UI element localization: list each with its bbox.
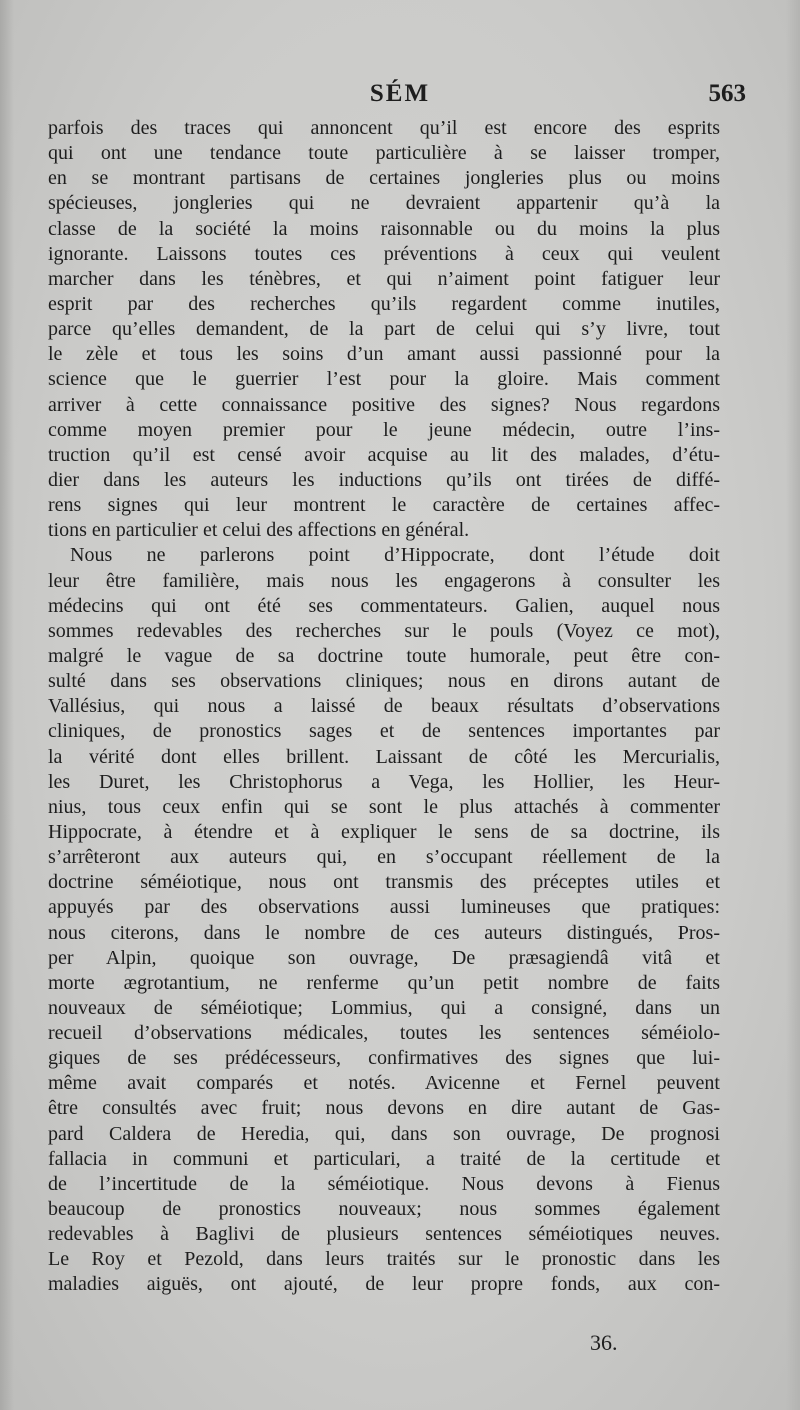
text-line: en se montrant partisans de certaines jongleries plus ou moins xyxy=(48,167,720,190)
page-right-edge-shadow xyxy=(786,0,800,1410)
text-line: arriver à cette connaissance positive des signes? Nous regardons xyxy=(48,393,720,416)
text-line: le zèle et tous les soins d’un amant aussi passionné pour la xyxy=(48,343,720,366)
page-left-edge-shadow xyxy=(0,0,14,1410)
text-line: classe de la société la moins raisonnable ou du moins la plus xyxy=(48,217,720,240)
text-line: dier dans les auteurs les inductions qu’ils ont tirées de diffé- xyxy=(48,468,720,491)
text-line: spécieuses, jongleries qui ne devraient appartenir qu’à la xyxy=(48,192,720,215)
text-line: doctrine séméiotique, nous ont transmis des préceptes utiles et xyxy=(48,871,720,894)
text-line: maladies aiguës, ont ajouté, de leur propre fonds, aux con- xyxy=(48,1273,720,1296)
text-line: marcher dans les ténèbres, et qui n’aiment point fatiguer leur xyxy=(48,267,720,290)
signature-mark: 36. xyxy=(590,1330,618,1355)
text-line: nous citerons, dans le nombre de ces auteurs distingués, Pros- xyxy=(48,921,720,944)
text-line: sommes redevables des recherches sur le pouls (Voyez ce mot), xyxy=(48,619,720,642)
text-line: Vallésius, qui nous a laissé de beaux résultats d’observations xyxy=(48,695,720,718)
text-line: pard Caldera de Heredia, qui, dans son ouvrage, De prognosi xyxy=(48,1122,720,1145)
text-line: qui ont une tendance toute particulière à se laisser tromper, xyxy=(48,142,720,165)
text-line: recueil d’observations médicales, toutes les sentences séméiolo- xyxy=(48,1022,720,1045)
text-line: cliniques, de pronostics sages et de sentences importantes par xyxy=(48,720,720,743)
text-line: appuyés par des observations aussi lumineuses que pratiques: xyxy=(48,896,720,919)
text-line: même avait comparés et notés. Avicenne et Fernel peuvent xyxy=(48,1072,720,1095)
text-line: parfois des traces qui annoncent qu’il est encore des esprits xyxy=(48,117,720,139)
text-line: science que le guerrier l’est pour la gloire. Mais comment xyxy=(48,368,720,391)
text-line: comme moyen premier pour le jeune médecin, outre l’ins- xyxy=(48,418,720,441)
text-line: rens signes qui leur montrent le caractère de certaines affec- xyxy=(48,494,720,517)
text-line: redevables à Baglivi de plusieurs sentences séméiotiques neuves. xyxy=(48,1223,720,1246)
text-line: per Alpin, quoique son ouvrage, De præsagiendâ vitâ et xyxy=(48,946,720,969)
text-line: morte ægrotantium, ne renferme qu’un petit nombre de faits xyxy=(48,971,720,994)
text-line: Nous ne parlerons point d’Hippocrate, dont l’étude doit xyxy=(70,544,720,567)
text-line: nouveaux de séméiotique; Lommius, qui a consigné, dans un xyxy=(48,996,720,1019)
text-line: la vérité dont elles brillent. Laissant de côté les Mercurialis, xyxy=(48,745,720,768)
text-line: malgré le vague de sa doctrine toute humorale, peut être con- xyxy=(48,644,720,667)
text-line: être consultés avec fruit; nous devons en dire autant de Gas- xyxy=(48,1097,720,1120)
text-line: Hippocrate, à étendre et à expliquer le sens de sa doctrine, ils xyxy=(48,820,720,843)
text-line: truction qu’il est censé avoir acquise au lit des malades, d’étu- xyxy=(48,443,720,466)
text-line: giques de ses prédécesseurs, confirmatives des signes que lui- xyxy=(48,1047,720,1070)
text-line: médecins qui ont été ses commentateurs. Galien, auquel nous xyxy=(48,594,720,617)
text-line: fallacia in communi et particulari, a traité de la certitude et xyxy=(48,1147,720,1170)
text-line: nius, tous ceux enfin qui se sont le plus attachés à commenter xyxy=(48,795,720,818)
page-number: 563 xyxy=(708,80,746,107)
text-line: parce qu’elles demandent, de la part de celui qui s’y livre, tout xyxy=(48,318,720,341)
text-line: s’arrêteront aux auteurs qui, en s’occupant réellement de la xyxy=(48,846,720,869)
text-line: Le Roy et Pezold, dans leurs traités sur le pronostic dans les xyxy=(48,1248,720,1271)
text-line: beaucoup de pronostics nouveaux; nous sommes également xyxy=(48,1198,720,1221)
page-header xyxy=(48,78,752,114)
body-text xyxy=(48,116,720,1298)
running-head: SÉM xyxy=(369,80,431,107)
text-line: ignorante. Laissons toutes ces préventions à ceux qui veulent xyxy=(48,242,720,265)
text-line: les Duret, les Christophorus a Vega, les Hollier, les Heur- xyxy=(48,770,720,793)
text-line: tions en particulier et celui des affections en général. xyxy=(48,519,470,542)
text-line: esprit par des recherches qu’ils regardent comme inutiles, xyxy=(48,292,720,315)
text-line: sulté dans ses observations cliniques; nous en dirons autant de xyxy=(48,670,720,693)
text-line: de l’incertitude de la séméiotique. Nous devons à Fienus xyxy=(48,1172,720,1195)
text-line: leur être familière, mais nous les engagerons à consulter les xyxy=(48,569,720,592)
